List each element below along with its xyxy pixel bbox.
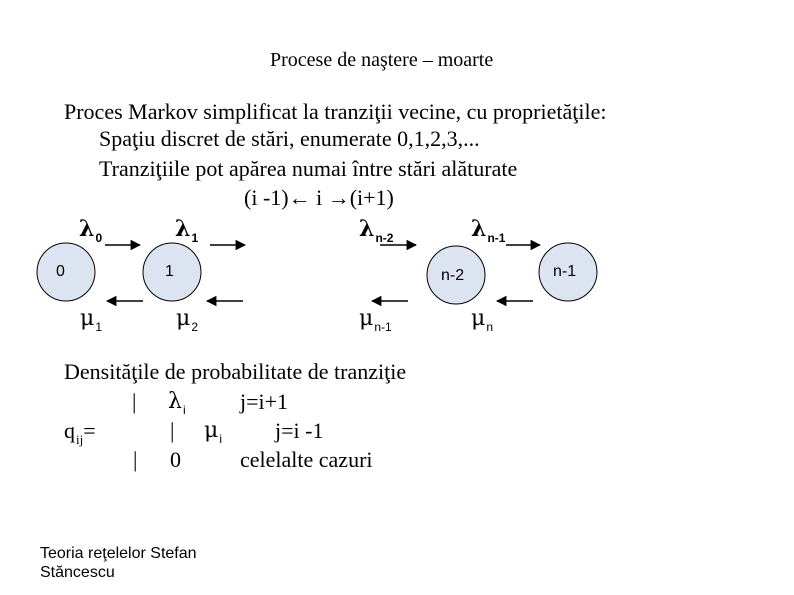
birth-rate-n-2 [359, 218, 393, 244]
q-ij-label [64, 420, 96, 446]
footer-line-1: Teoria reţelelor Stefan [40, 545, 197, 562]
state-label-0: 0 [56, 263, 65, 280]
mu-subscript: i [219, 432, 222, 446]
state-node-0 [37, 243, 95, 301]
lambda-subscript: i [182, 403, 186, 417]
slide-title: Procese de naştere – moarte [270, 49, 494, 71]
density-row-1-bar: | [132, 389, 137, 414]
death-rate-n-1 [359, 308, 392, 333]
birth-rate-0 [79, 218, 102, 244]
density-row-3-symbol: 0 [170, 447, 181, 472]
density-heading: Densităţile de probabilitate de tranziţie [64, 359, 407, 384]
mu-symbol: μ [204, 418, 219, 443]
lambda-symbol: λ [168, 389, 182, 414]
mu-symbol: μ [176, 306, 191, 331]
footer-line-2: Stăncescu [40, 564, 115, 581]
death-rate-1 [80, 308, 102, 333]
q-subscript: ij [76, 432, 84, 447]
mu-subscript: n-1 [374, 320, 392, 334]
density-row-2-bar: | [170, 418, 175, 443]
lambda-symbol: λ [79, 216, 95, 242]
mu-symbol: μ [471, 306, 486, 331]
death-rate-n [471, 308, 493, 333]
intro-line-1: Proces Markov simplificat la tranziţii vecine, cu proprietăţile: [64, 99, 607, 124]
lambda-subscript: 1 [191, 231, 199, 245]
state-label-n-1: n-1 [553, 263, 577, 280]
lambda-subscript: n-1 [487, 231, 506, 245]
density-row-3-condition: celelalte cazuri [240, 447, 373, 472]
intro-line-3: Tranziţiile pot apărea numai între stări alăturate [99, 156, 518, 181]
state-label-n-2: n-2 [441, 267, 465, 284]
mu-symbol: μ [359, 306, 374, 331]
mu-subscript: 1 [95, 320, 102, 334]
state-label-1: 1 [165, 263, 174, 280]
mu-subscript: 2 [191, 320, 198, 334]
death-rate-2 [176, 308, 198, 333]
density-row-2-condition: j=i -1 [275, 418, 324, 443]
birth-rate-n-1 [471, 218, 505, 244]
density-row-1-condition: j=i+1 [240, 389, 289, 414]
q-symbol: q [64, 418, 75, 443]
density-row-2-symbol [204, 420, 222, 445]
mu-symbol: μ [80, 306, 95, 331]
intro-line-2: Spaţiu discret de stări, enumerate 0,1,2,3,... [99, 126, 480, 151]
q-equals: = [83, 418, 96, 443]
birth-rate-1 [175, 218, 198, 244]
lambda-symbol: λ [359, 216, 375, 242]
lambda-symbol: λ [175, 216, 191, 242]
lambda-symbol: λ [471, 216, 487, 242]
lambda-subscript: n-2 [375, 231, 394, 245]
density-row-3-bar: | [133, 447, 138, 472]
intro-line-4: (i -1)← i →(i+1) [244, 185, 394, 210]
density-row-1-symbol [168, 391, 186, 416]
mu-subscript: n [486, 320, 493, 334]
lambda-subscript: 0 [95, 231, 103, 245]
